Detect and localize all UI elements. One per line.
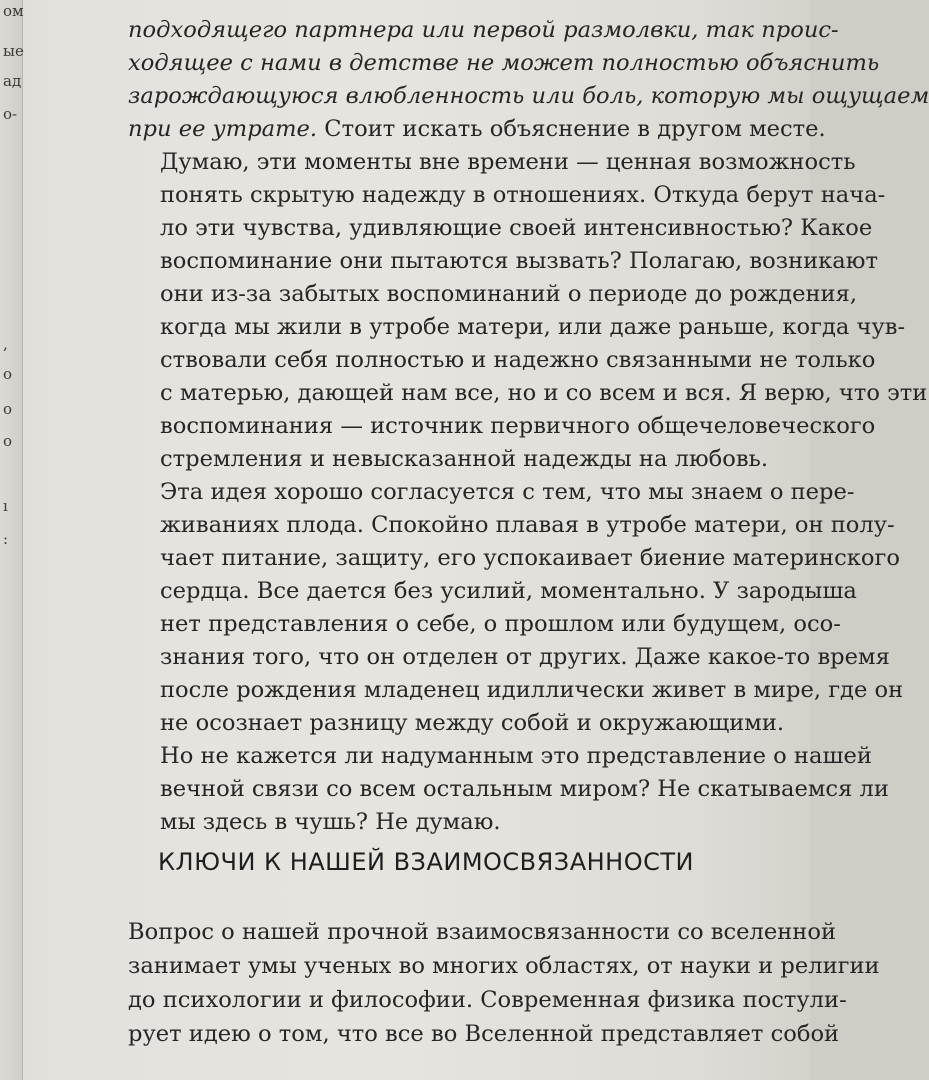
- paragraph-3: [128, 476, 904, 740]
- gutter-fragment: о: [3, 400, 13, 418]
- text-line: [128, 113, 826, 146]
- text-line: они из-за забытых воспоминаний о периоде до рождения,: [160, 281, 858, 307]
- text-line: с матерью, дающей нам все, но и со всем и вся. Я верю, что эти: [160, 380, 928, 406]
- text-line: понять скрытую надежду в отношениях. Откуда берут нача-: [160, 182, 886, 208]
- text-line: мы здесь в чушь? Не думаю.: [160, 809, 501, 835]
- text-line: не осознает разницу между собой и окружающими.: [160, 710, 785, 736]
- text-line: сердца. Все дается без усилий, моментально. У зародыша: [160, 578, 857, 604]
- gutter-fragment: ,: [3, 335, 8, 353]
- section-body: [128, 915, 880, 1051]
- text-line: Но не кажется ли надуманным это представление о нашей: [160, 743, 872, 769]
- gutter-fragment: ı: [3, 497, 8, 515]
- paragraph-1: [128, 14, 929, 146]
- gutter-fragment: о: [3, 365, 13, 383]
- text-line: ло эти чувства, удивляющие своей интенсивностью? Какое: [160, 215, 873, 241]
- text-line: Думаю, эти моменты вне времени — ценная возможность: [160, 149, 856, 175]
- text-line: воспоминание они пытаются вызвать? Полагаю, возникают: [160, 248, 878, 274]
- text-line: Эта идея хорошо согласуется с тем, что мы знаем о пере-: [160, 479, 855, 505]
- gutter-fragment: о-: [3, 105, 18, 123]
- text-line: ствовали себя полностью и надежно связанными не только: [160, 347, 876, 373]
- text-line: живаниях плода. Спокойно плавая в утробе матери, он полу-: [160, 512, 895, 538]
- gutter-fragment: о: [3, 432, 13, 450]
- italic-fragment: при ее утрате.: [128, 116, 318, 142]
- gutter-fragment: ые: [3, 42, 24, 60]
- text-line: Вопрос о нашей прочной взаимосвязанности со вселенной: [128, 919, 837, 945]
- text-line: чает питание, защиту, его успокаивает биение материнского: [160, 545, 900, 571]
- text-line: до психологии и философии. Современная физика постули-: [128, 987, 847, 1013]
- text-line: стремления и невысказанной надежды на любовь.: [160, 446, 769, 472]
- text-line: зарождающуюся влюбленность или боль, которую мы ощущаем: [128, 83, 929, 109]
- text-line: занимает умы ученых во многих областях, от науки и религии: [128, 953, 880, 979]
- regular-fragment: Стоит искать объяснение в другом месте.: [317, 116, 826, 142]
- section-heading: КЛЮЧИ К НАШЕЙ ВЗАИМОСВЯЗАННОСТИ: [158, 848, 694, 876]
- text-line: подходящего партнера или первой размолвки, так проис-: [128, 17, 839, 43]
- text-line: ходящее с нами в детстве не может полностью объяснить: [128, 50, 880, 76]
- paragraph-4: [128, 740, 889, 839]
- text-line: после рождения младенец идиллически живет в мире, где он: [160, 677, 904, 703]
- paragraph-2: [128, 146, 928, 476]
- gutter-fragment: :: [3, 530, 9, 548]
- text-line: знания того, что он отделен от других. Даже какое-то время: [160, 644, 890, 670]
- text-line: нет представления о себе, о прошлом или будущем, осо-: [160, 611, 841, 637]
- text-line: вечной связи со всем остальным миром? Не скатываемся ли: [160, 776, 889, 802]
- facing-page-edge: [0, 0, 23, 1080]
- gutter-fragment: ад: [3, 72, 22, 90]
- body-text: [128, 14, 929, 839]
- text-line: воспоминания — источник первичного общечеловеческого: [160, 413, 876, 439]
- gutter-fragment: ом: [3, 2, 24, 20]
- text-line: рует идею о том, что все во Вселенной представляет собой: [128, 1021, 840, 1047]
- text-line: когда мы жили в утробе матери, или даже раньше, когда чув-: [160, 314, 906, 340]
